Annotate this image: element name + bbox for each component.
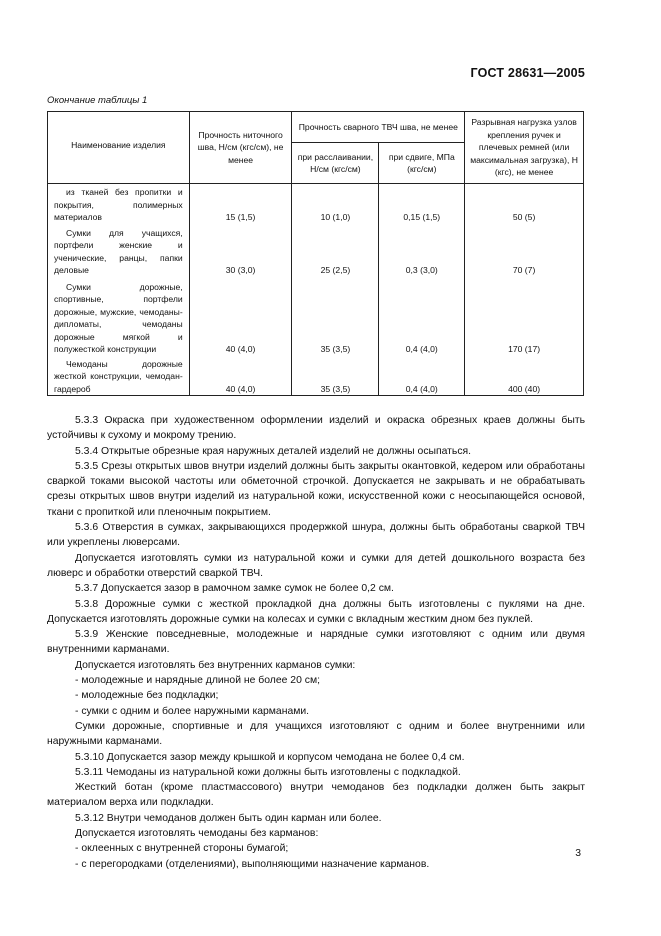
header-breaking-load: Разрывная нагрузка узлов крепления ручек и плечевых ремней (или максимальная загрузка), Н (кгс), не менее xyxy=(465,112,584,184)
cell-load: 400 (40) xyxy=(465,356,584,396)
header-thread-strength: Прочность ниточного шва, Н/см (кгс/см), не менее xyxy=(189,112,292,184)
paragraph: 5.3.12 Внутри чемоданов должен быть один карман или более. xyxy=(75,812,382,824)
cell-name: Чемоданы дорожные жесткой конструкции, чемодан-гардероб xyxy=(48,356,190,396)
paragraph: Жесткий ботан (кроме пластмассового) внутри чемоданов без подкладки должен быть закрыт материалом верха или подкладки. xyxy=(47,782,585,809)
paragraph: 5.3.11 Чемоданы из натуральной кожи должны быть изготовлены с подкладкой. xyxy=(75,766,461,778)
body-text xyxy=(47,413,585,872)
cell-peel: 35 (3,5) xyxy=(292,277,379,356)
standard-code: ГОСТ 28631—2005 xyxy=(470,66,585,80)
page-number: 3 xyxy=(575,848,581,859)
cell-thread: 40 (4,0) xyxy=(189,356,292,396)
cell-load: 70 (7) xyxy=(465,224,584,277)
cell-thread: 30 (3,0) xyxy=(189,224,292,277)
paragraph: 5.3.9 Женские повседневные, молодежные и нарядные сумки изготовляют с одним или двумя внутренними карманами. xyxy=(47,629,585,656)
paragraph: 5.3.7 Допускается зазор в рамочном замке сумок не более 0,2 см. xyxy=(75,583,394,595)
paragraph: 5.3.6 Отверстия в сумках, закрывающихся продержкой шнура, должны быть обработаны сваркой ТВЧ или укреплены люверсами. xyxy=(47,522,585,549)
list-item: - сумки с одним и более наружными карманами. xyxy=(75,705,310,717)
paragraph: Допускается изготовлять чемоданы без карманов: xyxy=(75,828,319,840)
table-row xyxy=(48,277,584,356)
cell-name: Сумки для учащихся, портфели женские и ученические, ранцы, папки деловые xyxy=(48,224,190,277)
paragraph: 5.3.4 Открытые обрезные края наружных деталей изделий не должны осыпаться. xyxy=(75,445,472,457)
paragraph: 5.3.5 Срезы открытых швов внутри изделий должны быть закрыты окантовкой, кедером или обработаны сваркой токами высокой частоты или обметочной строчкой. Допускается не закрывать и не обрабатывать срезы открытых швов внутри изделий из натуральной кожи, искусственной кожи с неосыпающейся основой, ткани с пропиткой или пленочным покрытием. xyxy=(47,460,585,518)
cell-name: из тканей без пропитки и покрытия, полимерных материалов xyxy=(48,184,190,224)
cell-thread: 15 (1,5) xyxy=(189,184,292,224)
list-item: - оклеенных с внутренней стороны бумагой; xyxy=(75,843,289,855)
cell-shear: 0,15 (1,5) xyxy=(379,184,465,224)
table-row xyxy=(48,224,584,277)
cell-shear: 0,4 (4,0) xyxy=(379,356,465,396)
header-name: Наименование изделия xyxy=(48,112,190,184)
requirements-table xyxy=(47,111,584,396)
paragraph: 5.3.3 Окраска при художественном оформлении изделий и окраска обрезных краев должны быть устойчивы к сухому и мокрому трению. xyxy=(47,415,585,442)
list-item: - молодежные и нарядные длиной не более 20 см; xyxy=(75,675,320,687)
cell-load: 50 (5) xyxy=(465,184,584,224)
table-caption: Окончание таблицы 1 xyxy=(47,95,148,106)
header-hfc-strength: Прочность сварного ТВЧ шва, не менее xyxy=(292,112,465,143)
table-row xyxy=(48,184,584,224)
list-item: - с перегородками (отделениями), выполняющими назначение карманов. xyxy=(75,858,430,870)
cell-peel: 25 (2,5) xyxy=(292,224,379,277)
cell-load: 170 (17) xyxy=(465,277,584,356)
cell-thread: 40 (4,0) xyxy=(189,277,292,356)
paragraph: Допускается изготовлять без внутренних карманов сумки: xyxy=(75,659,356,671)
paragraph: 5.3.8 Дорожные сумки с жесткой прокладкой дна должны быть изготовлены с пуклями на дне. Допускается изготовлять дорожные сумки на колесах и сумки с вкладным жестким дном без пуклей. xyxy=(47,598,585,625)
cell-shear: 0,3 (3,0) xyxy=(379,224,465,277)
header-hfc-shear: при сдвиге, МПа (кгс/см) xyxy=(379,143,465,184)
list-item: - молодежные без подкладки; xyxy=(75,690,219,702)
header-hfc-peel: при расслаивании, Н/см (кгс/см) xyxy=(292,143,379,184)
cell-peel: 35 (3,5) xyxy=(292,356,379,396)
paragraph: Допускается изготовлять сумки из натуральной кожи и сумки для детей дошкольного возраста без люверс и обработки отверстий сваркой ТВЧ. xyxy=(47,552,585,579)
cell-peel: 10 (1,0) xyxy=(292,184,379,224)
table-row xyxy=(48,356,584,396)
paragraph: 5.3.10 Допускается зазор между крышкой и корпусом чемодана не более 0,4 см. xyxy=(75,751,465,763)
cell-name: Сумки дорожные, спортивные, портфели дорожные, мужские, чемоданы-дипломаты, чемоданы дорожные мягкой и полужесткой конструкции xyxy=(48,277,190,356)
cell-shear: 0,4 (4,0) xyxy=(379,277,465,356)
paragraph: Сумки дорожные, спортивные и для учащихся изготовляют с одним и более внутренними или наружными карманами. xyxy=(47,720,585,748)
